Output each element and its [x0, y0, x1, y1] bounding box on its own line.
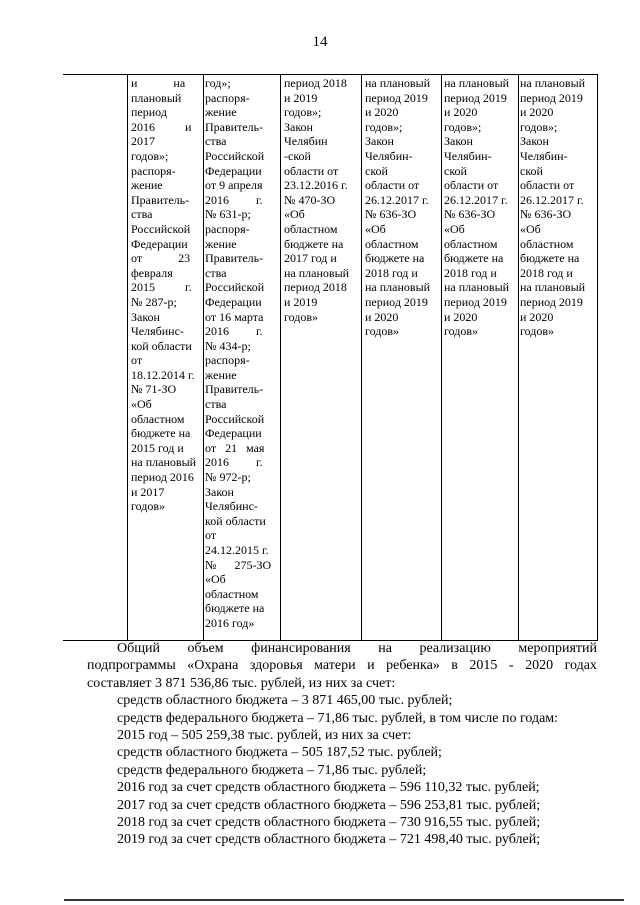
word: в	[451, 658, 458, 674]
page-number: 14	[312, 34, 328, 50]
word: финансирования	[251, 641, 351, 656]
funding-paragraph	[87, 640, 597, 849]
page-bottom-rule	[64, 899, 624, 901]
funding-line: 2017 год за счет средств областного бюджета – 596 253,81 тыс. рублей;	[117, 797, 541, 813]
word: здоровья	[249, 658, 303, 674]
table-column-divider	[441, 75, 442, 640]
funding-basis-table	[63, 74, 598, 641]
word: «Охрана	[187, 658, 239, 674]
word: подпрограммы	[87, 658, 176, 674]
table-column-divider	[127, 75, 128, 640]
word: объем	[187, 641, 224, 656]
funding-line: средств федерального бюджета – 71,86 тыс. рублей;	[117, 762, 427, 778]
word: Общий	[117, 641, 160, 656]
funding-line: средств областного бюджета – 505 187,52 тыс. рублей;	[117, 745, 442, 761]
funding-line: 2015 год – 505 259,38 тыс. рублей, из них за счет:	[117, 728, 412, 744]
table-cell-col-5: на плановый период 2019 и 2020 годов»; Закон Челябин- ской области от 26.12.2017 г. № 636-ЗО «Об областном бюджете на 2018 год и на плановый период 2019 и 2020 годов»	[444, 76, 510, 339]
table-cell-col-3: период 2018 и 2019 годов»; Закон Челябин -ской области от 23.12.2016 г. № 470-ЗО «Об областном бюджете на 2017 год и на плановый период 2018 и 2019 годов»	[284, 76, 350, 324]
word: 2015	[469, 658, 498, 674]
table-column-divider	[597, 75, 598, 640]
word: -	[508, 658, 514, 674]
table-column-divider	[280, 75, 281, 640]
paragraph-first-line	[87, 640, 597, 657]
word: 2020	[525, 658, 554, 674]
word: годах	[564, 658, 597, 674]
funding-line: средств федерального бюджета – 71,86 тыс. рублей, в том числе по годам:	[117, 710, 559, 726]
table-column-divider	[203, 75, 204, 640]
word: мероприятий	[518, 641, 597, 656]
word: реализацию	[419, 641, 491, 656]
paragraph-second-line	[87, 657, 597, 674]
word: ребенка»	[386, 658, 440, 674]
table-cell-col-1: и на плановый период 2016 и 2017 годов»; распоря- жение Правитель- ства Российской Федерации от 23 февраля 2015 г. № 287-р; Закон Челябинс- кой области от 18.12.2014 г. № 71-ЗО «Об областном бюджете на 2015 год и на плановый период 2016 и 2017 годов»	[131, 76, 197, 514]
funding-line: 2018 год за счет средств областного бюджета – 730 916,55 тыс. рублей;	[117, 815, 541, 831]
funding-line: 2019 год за счет средств областного бюджета – 721 498,40 тыс. рублей;	[117, 832, 541, 848]
table-cell-col-2: год»; распоря- жение Правитель- ства Российской Федерации от 9 апреля 2016 г. № 631-р; распоря- жение Правитель- ства Российской Федерации от 16 марта 2016 г. № 434-р; распоря- жение Правитель- ства Российской Федерации от 21 мая 2016 г. № 972-р; Закон Челябинс- кой области от 24.12.2015 г. № 275-ЗО «Об областном бюджете на 2016 год»	[205, 76, 272, 630]
funding-line: 2016 год за счет средств областного бюджета – 596 110,32 тыс. рублей;	[117, 780, 540, 796]
word: и	[367, 658, 375, 674]
funding-line: средств областного бюджета – 3 871 465,00 тыс. рублей;	[117, 693, 453, 709]
table-cell-col-6: на плановый период 2019 и 2020 годов»; Закон Челябин- ской области от 26.12.2017 г. № 636-ЗО «Об областном бюджете на 2018 год и на плановый период 2019 и 2020 годов»	[520, 76, 586, 339]
paragraph-third-line: составляет 3 871 536,86 тыс. рублей, из них за счет:	[87, 675, 396, 691]
word: матери	[314, 658, 356, 674]
table-cell-col-4: на плановый период 2019 и 2020 годов»; Закон Челябин- ской области от 26.12.2017 г. № 636-ЗО «Об областном бюджете на 2018 год и на плановый период 2019 и 2020 годов»	[365, 76, 431, 339]
word: на	[378, 641, 392, 656]
